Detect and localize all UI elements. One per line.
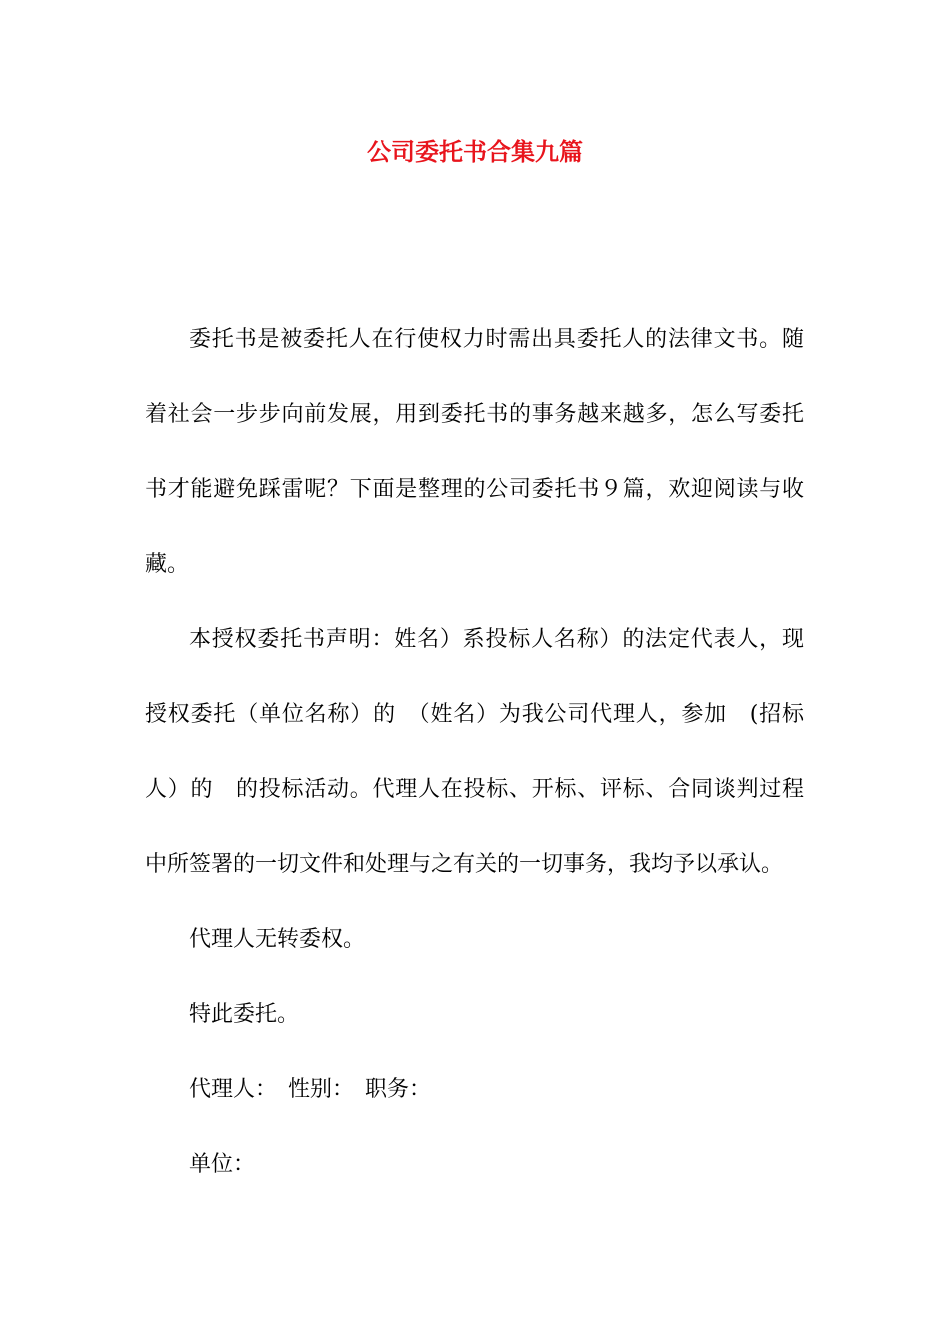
paragraph-1-line-3: 书才能避免踩雷呢？下面是整理的公司委托书９篇，欢迎阅读与收 — [145, 477, 804, 502]
no-sub-delegation-line: 代理人无转委权。 — [189, 927, 366, 952]
paragraph-2-line-4: 中所签署的一切文件和处理与之有关的一切事务，我均予以承认。 — [145, 852, 784, 877]
unit-line: 单位： — [189, 1152, 256, 1177]
paragraph-2-line-3: 人）的 的投标活动。代理人在投标、开标、评标、合同谈判过程 — [145, 777, 804, 802]
paragraph-1-line-4: 藏。 — [145, 552, 190, 577]
hereby-entrust-line: 特此委托。 — [189, 1002, 300, 1027]
paragraph-1-line-2: 着社会一步步向前发展，用到委托书的事务越来越多，怎么写委托 — [145, 402, 804, 427]
paragraph-1-line-1: 委托书是被委托人在行使权力时需出具委托人的法律文书。随 — [189, 327, 804, 352]
paragraph-2-line-2: 授权委托（单位名称）的 （姓名）为我公司代理人，参加 (招标 — [145, 702, 804, 727]
paragraph-2-line-1: 本授权委托书声明：姓名）系投标人名称）的法定代表人，现 — [189, 627, 804, 652]
agent-info-line: 代理人： 性别： 职务： — [189, 1077, 432, 1102]
document-title: 公司委托书合集九篇 — [367, 137, 583, 166]
